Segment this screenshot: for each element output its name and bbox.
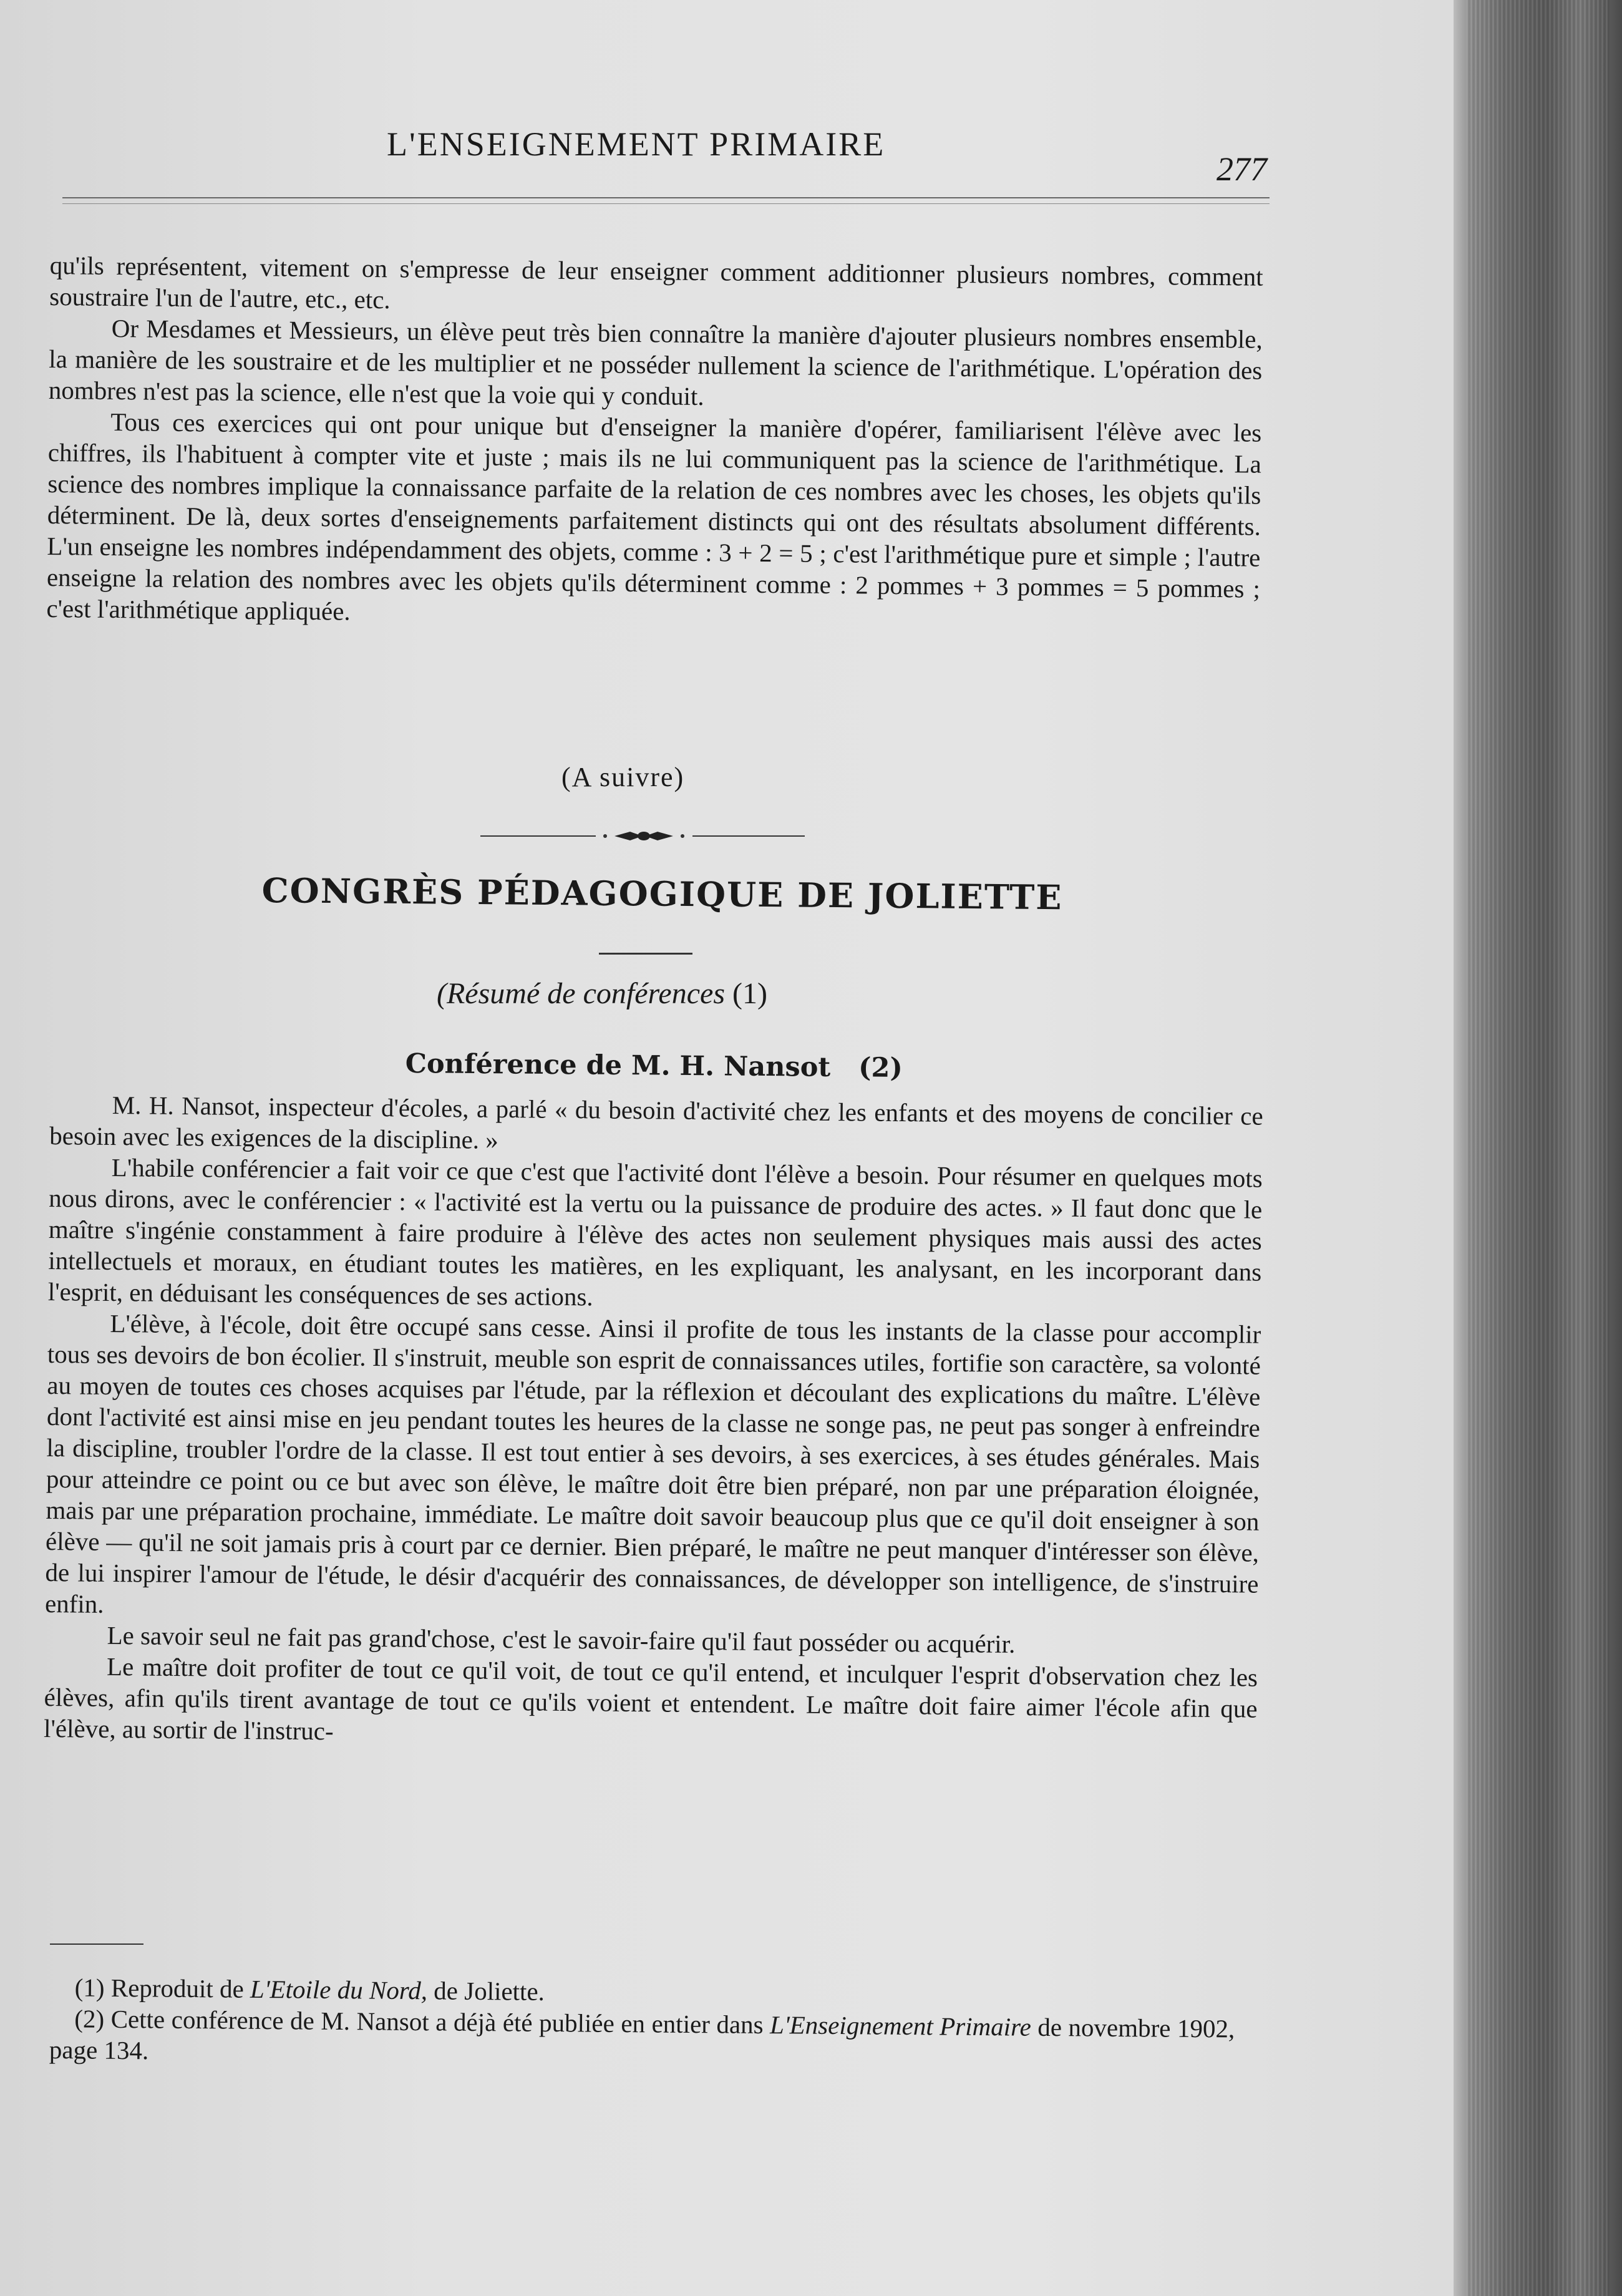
paragraph: qu'ils représentent, vitement on s'empresse de leur enseigner comment additionner plusieurs nombres, comment soustraire l'un de l'autre, etc., etc.	[49, 250, 1263, 314]
paragraph: Or Mesdames et Messieurs, un élève peut très bien connaître la manière d'ajouter plusieurs nombres ensemble, la manière de les soustraire et de les multiplier et ne posséder nullement la science de l'arithmétique. L'opération des nombres n'est pas la science, elle n'est que la voie qui y conduit.	[48, 313, 1263, 411]
footnote-2-mark: (2)	[74, 2004, 105, 2033]
running-head: L'ENSEIGNEMENT PRIMAIRE	[387, 125, 886, 163]
conference-title-text: Conférence de M. H. Nansot	[405, 1048, 831, 1083]
ornament-divider	[480, 827, 805, 845]
conference-title	[406, 1048, 903, 1084]
article-continuation	[46, 250, 1263, 636]
paragraph: L'élève, à l'école, doit être occupé sans cesse. Ainsi il profite de tous les instants de la classe pour accomplir tous ses devoirs de bon écolier. Il s'instruit, meuble son esprit de connaissances utiles, fortifie son caractère, sa volonté au moyen de toutes ces choses acquises par l'étude, par la réflexion et découlant des explications du maître. L'élève dont l'activité est ainsi mise en jeu pendant toutes les heures de la classe ne songe pas, ne peut pas songer à enfreindre la discipline, troubler l'ordre de la classe. Il est tout entier à ses devoirs, à ses exercices, à ses études générales. Mais pour atteindre ce point ou ce but avec son élève, le maître doit être bien préparé, non par une préparation éloignée, mais par une préparation prochaine, immédiate. Le maître doit savoir beaucoup plus que ce qu'il doit enseigner à son élève — qu'il ne soit jamais pris à court par ce dernier. Bien préparé, le maître ne peut manquer d'intéresser son élève, de lui inspirer l'amour de l'étude, le désir d'acquérir des connaissances, de développer son intelligence, de s'instruire enfin.	[44, 1308, 1261, 1618]
subtitle-open-paren: (	[437, 977, 447, 1010]
subtitle-note: (1)	[725, 977, 767, 1010]
footnote-2-text-a: Cette conférence de M. Nansot a déjà été publiée en entier dans	[104, 2004, 770, 2040]
paragraph: Tous ces exercices qui ont pour unique but d'enseigner la manière d'opérer, familiarisent l'élève avec les chiffres, ils l'habituent à compter vite et juste ; mais ils ne lui communiquent pas la science de l'arithmétique. La science des nombres implique la connaissance parfaite de la relation de ces nombres avec les choses, les objets qu'ils déterminent. De là, deux sortes d'enseignements parfaitement distincts qui ont des résultats absolument différents. L'un enseigne les nombres indépendamment des objets, comme : 3 + 2 = 5 ; c'est l'arithmétique pure et simple ; l'autre enseigne la relation des nombres avec les objets qu'ils déterminent comme : 2 pommes + 3 pommes = 5 pommes ; c'est l'arithmétique appliquée.	[46, 407, 1262, 626]
conference-body	[44, 1089, 1263, 1756]
paragraph: Le savoir seul ne fait pas grand'chose, c'est le savoir-faire qu'il faut posséder ou acquérir.	[107, 1620, 1016, 1658]
conference-note: (2)	[858, 1052, 903, 1084]
footnote-1-text-b: de Joliette.	[427, 1976, 545, 2006]
subtitle-text: Résumé de conférences	[446, 977, 725, 1010]
paragraph: M. H. Nansot, inspecteur d'écoles, a parlé « du besoin d'activité chez les enfants et des moyens de concilier ce besoin avec les exigences de la discipline. »	[49, 1090, 1263, 1154]
footnote-1-source: L'Etoile du Nord,	[250, 1974, 428, 2005]
subtitle	[437, 976, 767, 1011]
page-number: 277	[1216, 150, 1267, 188]
header-rule-thin	[62, 203, 1270, 204]
page-edges	[1466, 0, 1610, 2296]
footnote-1-mark: (1)	[74, 1973, 105, 2002]
footnote-2	[49, 2003, 1235, 2076]
paragraph: L'habile conférencier a fait voir ce que c'est que l'activité dont l'élève a besoin. Pour résumer en quelques mots nous dirons, avec le conférencier : « l'activité est la vertu ou la puissance de produire des actes. » Il faut donc que le maître s'ingénie constamment à faire produire à l'élève des actes non seulement physiques mais aussi des actes intellectuels et moraux, en étudiant toutes les matières, en les expliquant, les analysant, en les incorporant dans l'esprit, en déduisant les conséquences de ses actions.	[47, 1152, 1263, 1311]
to-be-continued: (A suivre)	[561, 762, 685, 792]
footnote-1-text-a: Reproduit de	[104, 1973, 251, 2003]
section-title: CONGRÈS PÉDAGOGIQUE DE JOLIETTE	[261, 870, 1063, 918]
footnote-rule	[50, 1943, 143, 1945]
footnote-2-text-b: de novembre 1902, page 134.	[49, 2012, 1235, 2065]
title-rule	[599, 953, 692, 955]
paragraph: Le maître doit profiter de tout ce qu'il voit, de tout ce qu'il entend, et inculquer l'esprit d'observation chez les élèves, afin qu'ils tirent avantage de tout ce qu'ils voient et entendent. Le maître doit faire aimer l'école afin que l'élève, au sortir de l'instruc-	[43, 1651, 1258, 1746]
footnotes	[49, 1972, 1235, 2076]
footnote-2-source: L'Enseignement Primaire	[769, 2010, 1031, 2041]
header-rule	[62, 197, 1270, 198]
